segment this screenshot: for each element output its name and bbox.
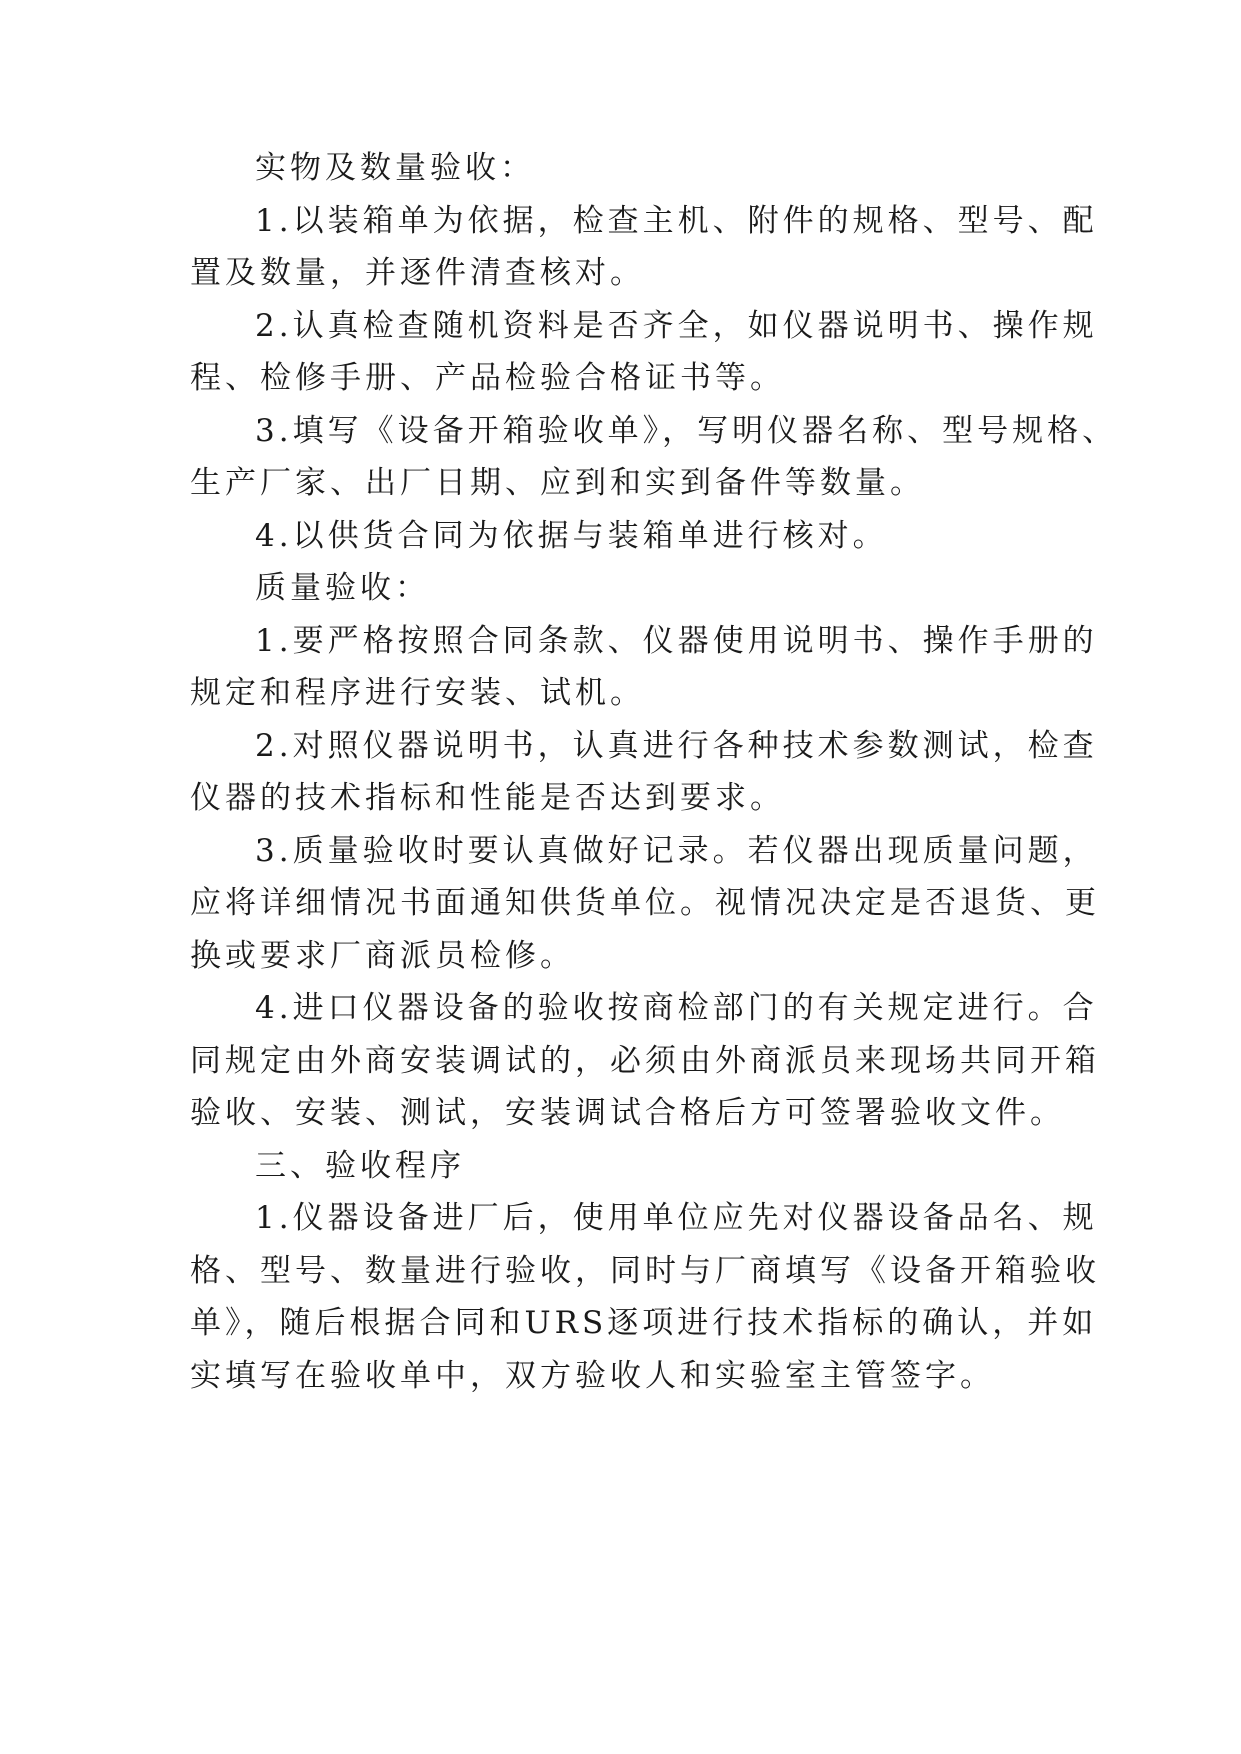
paragraph-line: 单》，随后根据合同和URS逐项进行技术指标的确认，并如 <box>190 1305 1098 1341</box>
paragraph-line: 程、检修手册、产品检验合格证书等。 <box>190 360 785 396</box>
paragraph-line: 生产厂家、出厂日期、应到和实到备件等数量。 <box>190 465 925 501</box>
paragraph-line: 同规定由外商安装调试的，必须由外商派员来现场共同开箱 <box>190 1043 1100 1079</box>
paragraph-line: 格、型号、数量进行验收，同时与厂商填写《设备开箱验收 <box>190 1253 1100 1289</box>
paragraph-line: 2.认真检查随机资料是否齐全，如仪器说明书、操作规 <box>255 308 1098 344</box>
paragraph-line: 1.以装箱单为依据，检查主机、附件的规格、型号、配 <box>255 203 1098 239</box>
heading-acceptance-procedure: 三、验收程序 <box>255 1148 465 1184</box>
paragraph-line: 3.填写《设备开箱验收单》，写明仪器名称、型号规格、 <box>255 413 1118 449</box>
paragraph-line: 换或要求厂商派员检修。 <box>190 938 575 974</box>
paragraph-line: 2.对照仪器说明书，认真进行各种技术参数测试，检查 <box>255 728 1098 764</box>
paragraph-line: 3.质量验收时要认真做好记录。若仪器出现质量问题， <box>255 833 1098 869</box>
paragraph-line: 置及数量，并逐件清查核对。 <box>190 255 645 291</box>
paragraph-line: 实填写在验收单中，双方验收人和实验室主管签字。 <box>190 1358 995 1394</box>
paragraph-line: 应将详细情况书面通知供货单位。视情况决定是否退货、更 <box>190 885 1100 921</box>
paragraph-line: 4.以供货合同为依据与装箱单进行核对。 <box>255 518 888 554</box>
paragraph-line: 1.仪器设备进厂后，使用单位应先对仪器设备品名、规 <box>255 1200 1098 1236</box>
paragraph-line: 验收、安装、测试，安装调试合格后方可签署验收文件。 <box>190 1095 1065 1131</box>
heading-physical-quantity-acceptance: 实物及数量验收： <box>255 150 535 186</box>
paragraph-line: 4.进口仪器设备的验收按商检部门的有关规定进行。合 <box>255 990 1098 1026</box>
paragraph-line: 1.要严格按照合同条款、仪器使用说明书、操作手册的 <box>255 623 1098 659</box>
paragraph-line: 规定和程序进行安装、试机。 <box>190 675 645 711</box>
heading-quality-acceptance: 质量验收： <box>255 570 430 606</box>
paragraph-line: 仪器的技术指标和性能是否达到要求。 <box>190 780 785 816</box>
